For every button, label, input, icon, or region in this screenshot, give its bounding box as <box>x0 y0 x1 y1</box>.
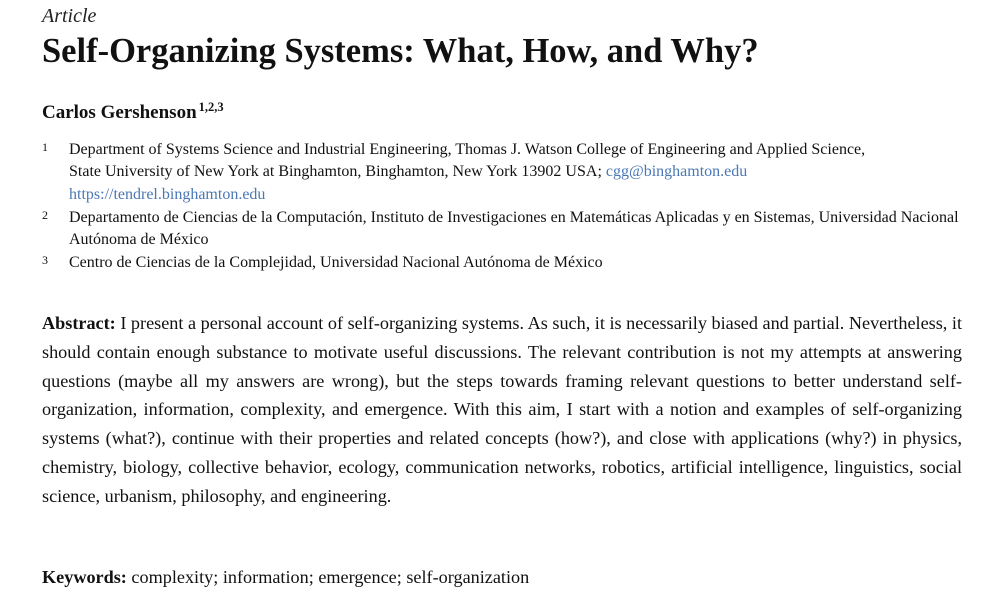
affiliation-text-line-2: State University of New York at Binghamton, Binghamton, New York 13902 USA; <box>69 163 602 181</box>
abstract-text: I present a personal account of self-organizing systems. As such, it is necessarily biased and partial. Nevertheless, it should contain enough substance to motivate useful discussions. The relevant contribution is not my attempts at answering questions (maybe all my answers are wrong), but the steps towards framing relevant questions to better understand self-organization, information, complexity, and emergence. With this aim, I start with a notion and examples of self-organizing systems (what?), continue with their properties and related concepts (how?), and close with applications (why?) in physics, chemistry, biology, collective behavior, ecology, communication networks, robotics, artificial intelligence, linguistics, social science, urbanism, philosophy, and engineering. <box>42 313 963 506</box>
affiliation-text: Departamento de Ciencias de la Computación, Instituto de Investigaciones en Matemáticas Aplicadas y en Sistemas, Universidad Nacional Autónoma de México <box>69 208 959 249</box>
author-name: Carlos Gershenson <box>42 102 197 123</box>
author-line <box>42 101 224 125</box>
affiliation-number: 2 <box>42 207 48 222</box>
paper-title: Self-Organizing Systems: What, How, and Why? <box>42 32 759 70</box>
affiliation-1 <box>42 139 967 206</box>
affiliation-text-line-1: Department of Systems Science and Industrial Engineering, Thomas J. Watson College of Engineering and Applied Science, <box>69 141 866 158</box>
keywords-label: Keywords: <box>42 567 127 587</box>
email-link[interactable]: cgg@binghamton.edu <box>605 163 748 181</box>
keywords-line <box>42 564 529 590</box>
affiliation-number: 3 <box>42 253 48 268</box>
affiliations-list <box>42 139 967 275</box>
article-type-label: Article <box>42 5 97 27</box>
abstract-label: Abstract: <box>42 313 116 333</box>
affiliation-3 <box>42 252 967 274</box>
keywords-text: complexity; information; emergence; self-organization <box>131 567 530 587</box>
affiliation-number: 1 <box>42 140 48 154</box>
author-affiliation-marks: 1,2,3 <box>198 100 224 114</box>
website-link[interactable]: https://tendrel.binghamton.edu <box>69 185 266 203</box>
affiliation-text: Centro de Ciencias de la Complejidad, Universidad Nacional Autónoma de México <box>69 254 603 272</box>
abstract-paragraph <box>42 309 962 511</box>
affiliation-2 <box>42 207 967 252</box>
